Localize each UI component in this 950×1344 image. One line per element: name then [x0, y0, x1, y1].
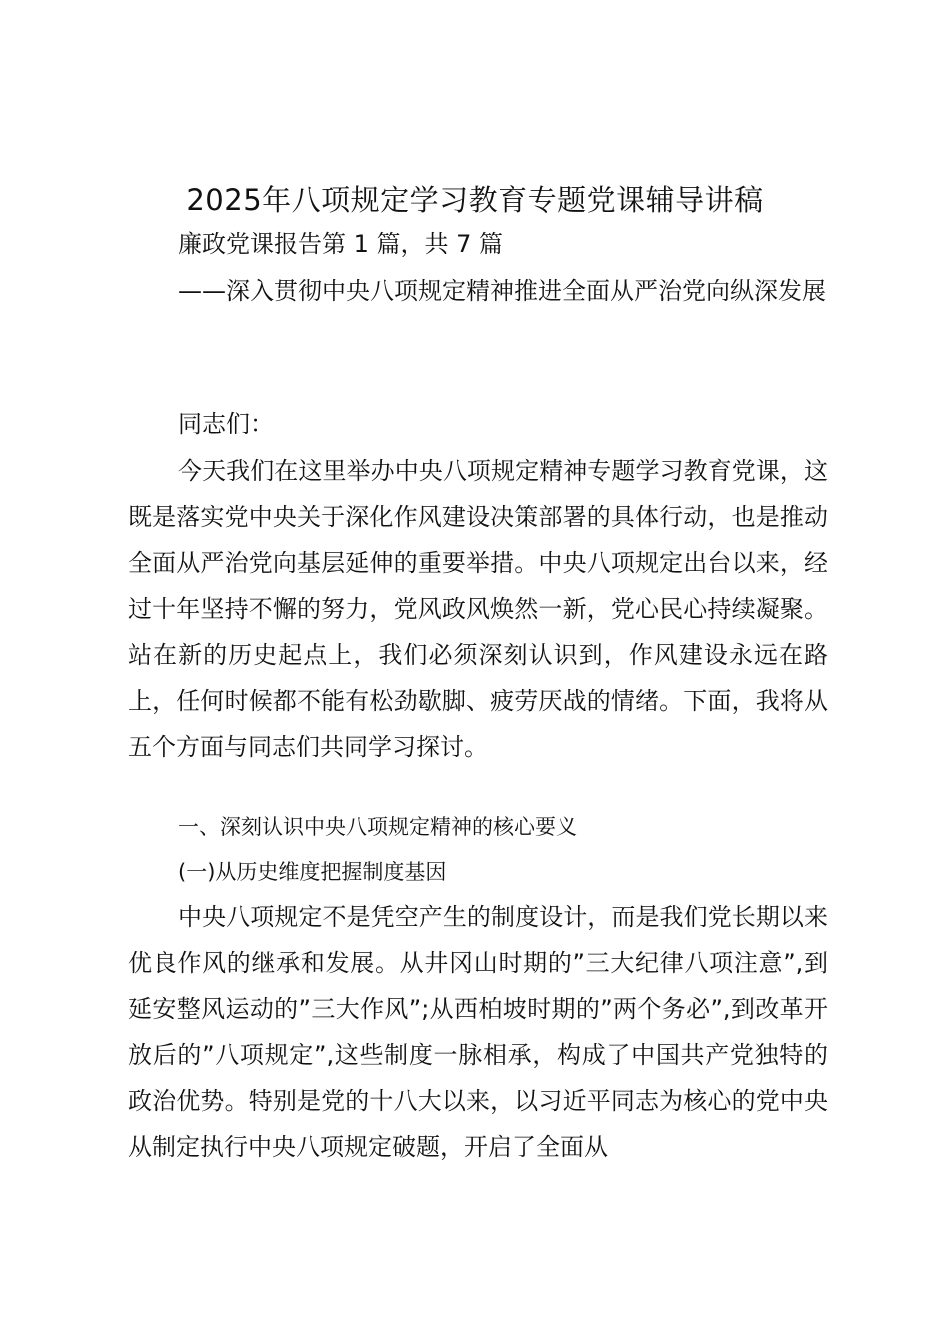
- salutation: 同志们：: [178, 410, 274, 438]
- theme-subtitle: ——深入贯彻中央八项规定精神推进全面从严治党向纵深发展: [178, 277, 826, 305]
- series-line: 廉政党课报告第 1 篇，共 7 篇: [178, 230, 504, 258]
- subsection-paragraph: 中央八项规定不是凭空产生的制度设计，而是我们党长期以来优良作风的继承和发展。从井冈山时期的”三大纪律八项注意”,到延安整风运动的”三大作风”;从西柏坡时期的”两个务必”,到改革开放后的”八项规定”,这些制度一脉相承，构成了中国共产党独特的政治优势。特别是党的十八大以来，以习近平同志为核心的党中央从制定执行中央八项规定破题，开启了全面从: [128, 903, 828, 1161]
- subsection-heading: (一)从历史维度把握制度基因: [178, 860, 447, 884]
- document-title: 2025年八项规定学习教育专题党课辅导讲稿: [186, 183, 764, 217]
- section-heading: 一、深刻认识中央八项规定精神的核心要义: [178, 815, 577, 839]
- intro-paragraph: 今天我们在这里举办中央八项规定精神专题学习教育党课，这既是落实党中央关于深化作风建设决策部署的具体行动，也是推动全面从严治党向基层延伸的重要举措。中央八项规定出台以来，经过十年坚持不懈的努力，党风政风焕然一新，党心民心持续凝聚。站在新的历史起点上，我们必须深刻认识到，作风建设永远在路上，任何时候都不能有松劲歇脚、疲劳厌战的情绪。下面，我将从五个方面与同志们共同学习探讨。: [128, 457, 828, 761]
